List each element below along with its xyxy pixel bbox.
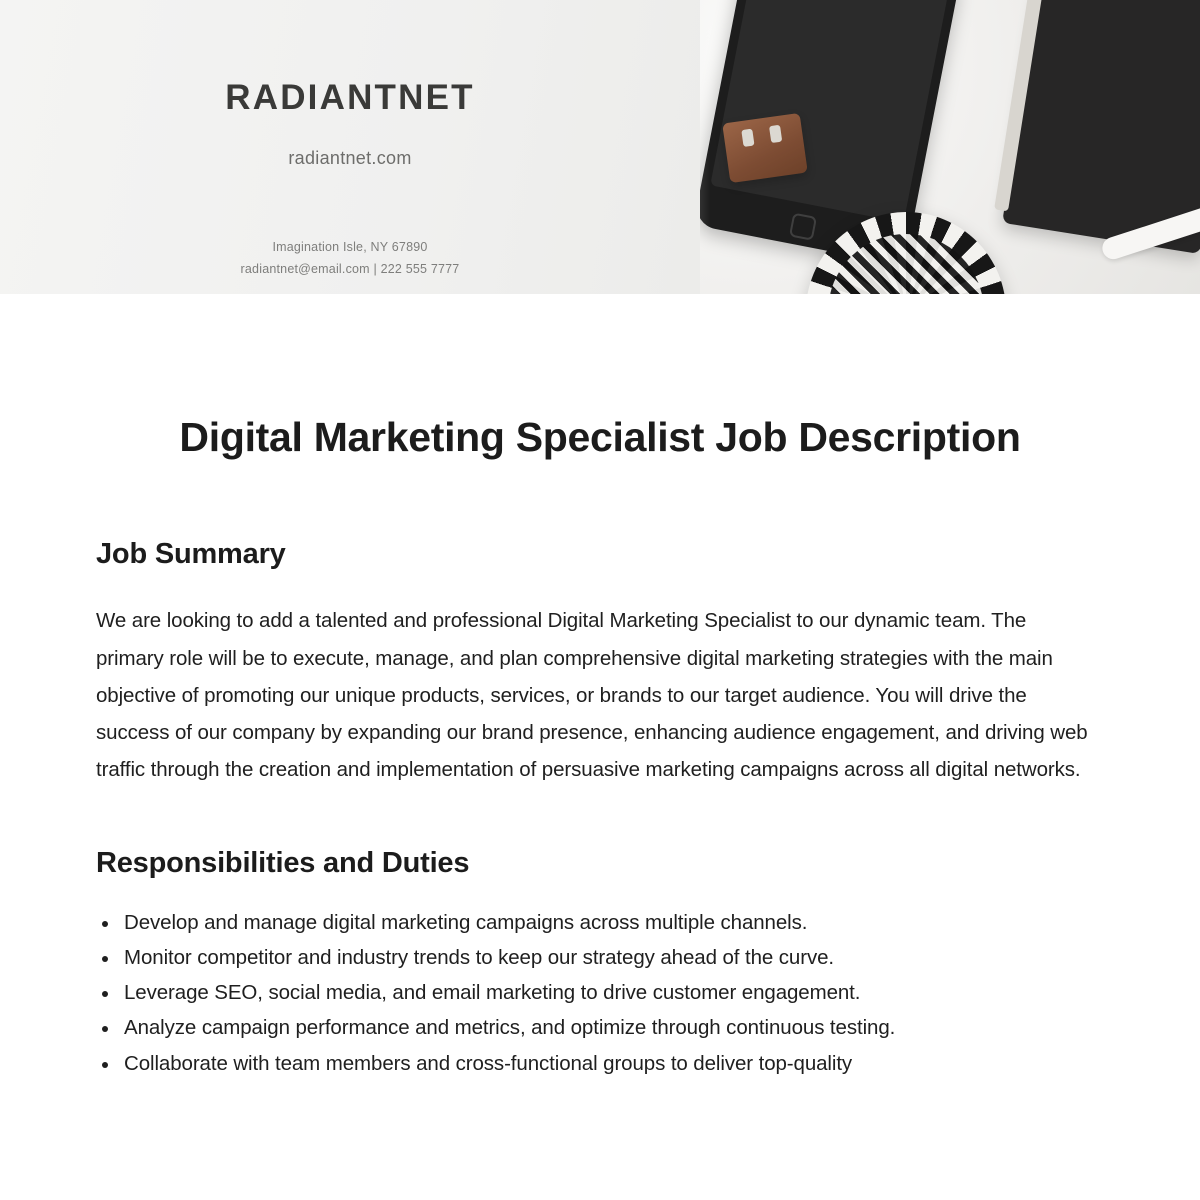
section-heading-job-summary: Job Summary	[96, 538, 286, 571]
list-item: Leverage SEO, social media, and email marketing to drive customer engagement.	[96, 976, 1096, 1009]
pencil-sharpener-image	[722, 113, 808, 183]
coaster-pattern	[828, 234, 984, 294]
document-title: Digital Marketing Specialist Job Description	[179, 414, 1021, 460]
phone-screen	[710, 0, 948, 223]
list-item: Monitor competitor and industry trends to keep our strategy ahead of the curve.	[96, 941, 1096, 974]
notebook-image	[1002, 0, 1200, 254]
section-heading-responsibilities: Responsibilities and Duties	[96, 846, 470, 879]
company-website: radiantnet.com	[288, 148, 412, 168]
company-info-panel	[0, 0, 700, 294]
list-item: Analyze campaign performance and metrics, and optimize through continuous testing.	[96, 1011, 1096, 1044]
letterhead-header	[0, 0, 1200, 294]
responsibilities-list	[96, 906, 1096, 1080]
sharpener-hole	[741, 129, 754, 147]
company-logo-text: RADIANTNET	[225, 78, 475, 117]
sharpener-hole	[769, 125, 782, 143]
phone-home-button	[788, 213, 816, 241]
document-body	[0, 294, 1200, 1082]
job-summary-paragraph: We are looking to add a talented and professional Digital Marketing Specialist to our dynamic team. The primary role will be to execute, manage, and plan comprehensive digital marketing strategies with the main objective of promoting our unique products, services, or brands to our target audience. You will drive the success of our company by expanding our brand presence, enhancing audience engagement, and driving web traffic through the creation and implementation of persuasive marketing campaigns across all digital networks.	[96, 609, 1088, 782]
list-item: Collaborate with team members and cross-functional groups to deliver top-quality	[96, 1047, 1096, 1080]
list-item: Develop and manage digital marketing campaigns across multiple channels.	[96, 906, 1096, 939]
company-address: Imagination Isle, NY 67890	[272, 240, 428, 254]
company-contact: radiantnet@email.com | 222 555 7777	[240, 262, 460, 276]
